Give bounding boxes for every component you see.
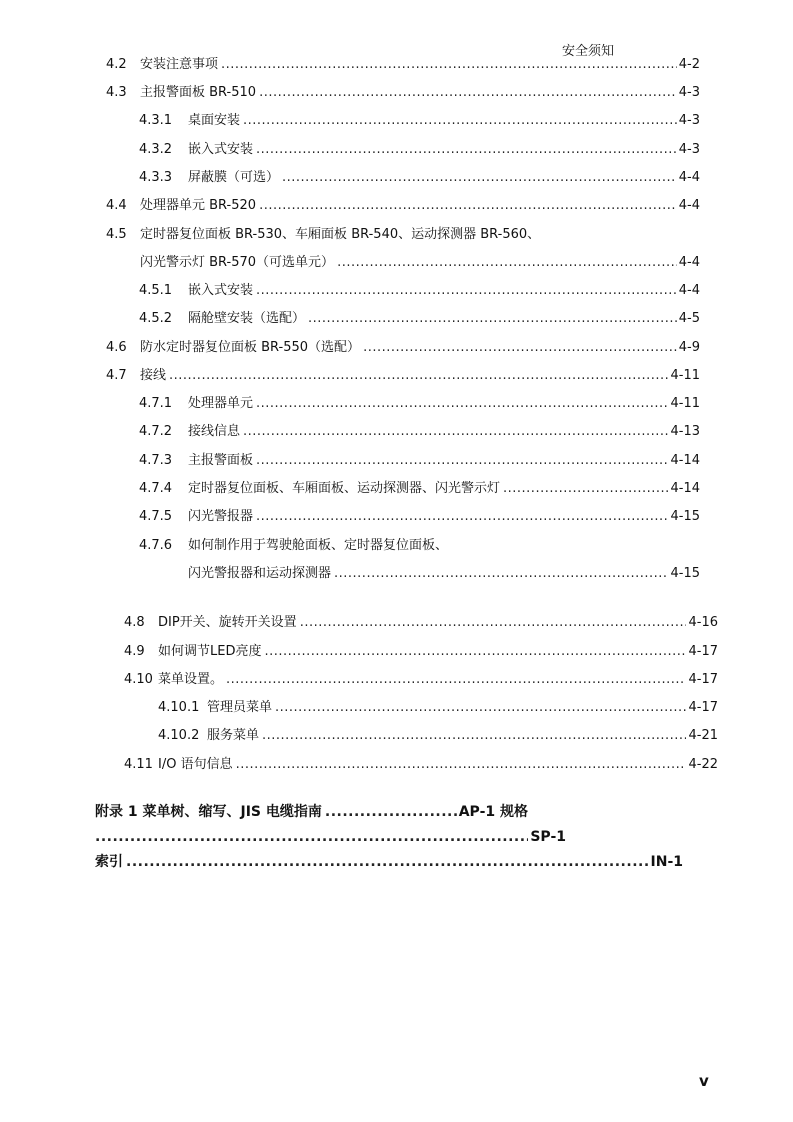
toc-title: 隔舱壁安装（选配） bbox=[188, 311, 306, 326]
toc-entry[interactable] bbox=[124, 614, 718, 632]
toc-page: 4-3 bbox=[678, 85, 700, 100]
toc-entry-continuation[interactable] bbox=[188, 565, 700, 583]
toc-title: 如何制作用于驾驶舱面板、定时器复位面板、 bbox=[188, 538, 449, 553]
toc-entry[interactable] bbox=[139, 452, 700, 470]
toc-leader bbox=[226, 671, 686, 689]
toc-number: 4.8 bbox=[124, 615, 145, 630]
toc-page: AP-1 规格 bbox=[458, 804, 528, 820]
toc-leader bbox=[264, 643, 686, 661]
toc-leader bbox=[256, 141, 677, 159]
toc-entry-continuation[interactable] bbox=[140, 254, 700, 272]
toc-number: 4.2 bbox=[106, 57, 127, 72]
toc-entry[interactable] bbox=[124, 643, 718, 661]
toc-number: 4.3 bbox=[106, 85, 127, 100]
toc-leader bbox=[256, 395, 668, 413]
toc-number: 4.3.3 bbox=[139, 170, 173, 185]
toc-page: 4-17 bbox=[688, 644, 718, 659]
toc-leader bbox=[256, 508, 668, 526]
toc-entry[interactable] bbox=[158, 699, 718, 717]
toc-leader bbox=[259, 84, 677, 102]
toc-number: 4.4 bbox=[106, 198, 127, 213]
toc-number: 4.7.1 bbox=[139, 396, 173, 411]
toc-entry[interactable] bbox=[139, 537, 700, 555]
toc-leader bbox=[169, 367, 668, 385]
toc-page: IN-1 bbox=[650, 854, 683, 870]
toc-entry-appendix-continuation[interactable] bbox=[95, 828, 566, 846]
toc-page: 4-21 bbox=[688, 728, 718, 743]
toc-entry[interactable] bbox=[106, 339, 700, 357]
toc-page: 4-3 bbox=[678, 113, 700, 128]
toc-number: 4.7.6 bbox=[139, 538, 173, 553]
toc-page: 4-9 bbox=[678, 340, 700, 355]
toc-leader bbox=[300, 614, 687, 632]
toc-number: 4.9 bbox=[124, 644, 145, 659]
toc-title: 闪光警示灯 BR-570（可选单元） bbox=[140, 255, 335, 270]
toc-entry[interactable] bbox=[139, 480, 700, 498]
toc-number: 4.7.2 bbox=[139, 424, 173, 439]
toc-title: 如何调节LED亮度 bbox=[158, 644, 262, 659]
toc-page: 4-2 bbox=[678, 57, 700, 72]
toc-title: 嵌入式安装 bbox=[188, 142, 254, 157]
toc-page: 4-16 bbox=[688, 615, 718, 630]
toc-page: 4-17 bbox=[688, 700, 718, 715]
toc-title: DIP开关、旋转开关设置 bbox=[158, 615, 297, 630]
toc-entry[interactable] bbox=[139, 310, 700, 328]
toc-entry[interactable] bbox=[106, 367, 700, 385]
toc-title: 处理器单元 BR-520 bbox=[140, 198, 257, 213]
toc-leader bbox=[503, 480, 668, 498]
toc-number: 4.10 bbox=[124, 672, 153, 687]
toc-entry[interactable] bbox=[158, 727, 718, 745]
toc-title: 安装注意事项 bbox=[140, 57, 219, 72]
toc-title: 主报警面板 BR-510 bbox=[140, 85, 257, 100]
toc-title: 主报警面板 bbox=[188, 453, 254, 468]
toc-title: 处理器单元 bbox=[188, 396, 254, 411]
toc-entry[interactable] bbox=[139, 508, 700, 526]
toc-leader bbox=[126, 853, 649, 871]
toc-page: 4-14 bbox=[670, 481, 700, 496]
toc-leader bbox=[334, 565, 668, 583]
toc-title: 闪光警报器 bbox=[188, 509, 254, 524]
toc-entry[interactable] bbox=[106, 84, 700, 102]
toc-leader bbox=[363, 339, 677, 357]
toc-title: 接线 bbox=[140, 368, 167, 383]
toc-number: 4.7.5 bbox=[139, 509, 173, 524]
toc-title: 菜单设置。 bbox=[158, 672, 224, 687]
toc-title: 桌面安装 bbox=[188, 113, 241, 128]
toc-page: 4-11 bbox=[670, 396, 700, 411]
toc-number: 4.10.2 bbox=[158, 728, 200, 743]
toc-number: 4.3.2 bbox=[139, 142, 173, 157]
toc-entry[interactable] bbox=[139, 423, 700, 441]
toc-leader bbox=[236, 756, 687, 774]
toc-page: 4-4 bbox=[678, 170, 700, 185]
toc-title: 定时器复位面板、车厢面板、运动探测器、闪光警示灯 bbox=[188, 481, 501, 496]
toc-number: 4.7 bbox=[106, 368, 127, 383]
toc-leader bbox=[256, 282, 677, 300]
toc-number: 4.5.1 bbox=[139, 283, 173, 298]
toc-entry[interactable] bbox=[139, 141, 700, 159]
toc-page: 4-14 bbox=[670, 453, 700, 468]
toc-leader bbox=[256, 452, 668, 470]
toc-leader bbox=[282, 169, 677, 187]
toc-page: 4-15 bbox=[670, 566, 700, 581]
toc-leader bbox=[275, 699, 686, 717]
toc-number: 4.6 bbox=[106, 340, 127, 355]
toc-entry[interactable] bbox=[106, 197, 700, 215]
toc-number: 4.11 bbox=[124, 757, 153, 772]
toc-number: 4.5 bbox=[106, 227, 127, 242]
toc-title: 管理员菜单 bbox=[207, 700, 273, 715]
toc-page: 4-4 bbox=[678, 255, 700, 270]
toc-leader bbox=[95, 828, 528, 846]
toc-leader bbox=[243, 112, 677, 130]
toc-title: 防水定时器复位面板 BR-550（选配） bbox=[140, 340, 361, 355]
toc-title: 嵌入式安装 bbox=[188, 283, 254, 298]
toc-page: 4-13 bbox=[670, 424, 700, 439]
toc-page: 4-15 bbox=[670, 509, 700, 524]
toc-leader bbox=[325, 803, 457, 821]
toc-page: 4-17 bbox=[688, 672, 718, 687]
toc-page: 4-4 bbox=[678, 198, 700, 213]
toc-entry[interactable] bbox=[139, 169, 700, 187]
toc-number: 4.10.1 bbox=[158, 700, 200, 715]
toc-title: 闪光警报器和运动探测器 bbox=[188, 566, 332, 581]
toc-title: 接线信息 bbox=[188, 424, 241, 439]
toc-entry[interactable] bbox=[139, 282, 700, 300]
page-number: v bbox=[699, 1072, 709, 1090]
toc-entry[interactable] bbox=[124, 756, 718, 774]
toc-entry[interactable] bbox=[106, 226, 700, 244]
toc-leader bbox=[221, 56, 677, 74]
toc-number: 4.7.4 bbox=[139, 481, 173, 496]
toc-leader bbox=[243, 423, 668, 441]
toc-title: 服务菜单 bbox=[207, 728, 260, 743]
toc-title: 定时器复位面板 BR-530、车厢面板 BR-540、运动探测器 BR-560、 bbox=[140, 227, 541, 242]
toc-leader bbox=[308, 310, 677, 328]
toc-leader bbox=[259, 197, 677, 215]
toc-entry-index[interactable] bbox=[95, 853, 683, 871]
toc-page: 4-5 bbox=[678, 311, 700, 326]
toc-page: SP-1 bbox=[530, 829, 566, 845]
toc-page: 4-3 bbox=[678, 142, 700, 157]
toc-entry-appendix[interactable] bbox=[95, 803, 528, 821]
toc-entry[interactable] bbox=[106, 56, 700, 74]
running-header: 安全须知 bbox=[562, 44, 615, 59]
toc-leader bbox=[262, 727, 686, 745]
toc-title: 屏蔽膜（可选） bbox=[188, 170, 280, 185]
toc-entry[interactable] bbox=[139, 112, 700, 130]
toc-title: I/O 语句信息 bbox=[158, 757, 233, 772]
toc-entry[interactable] bbox=[124, 671, 718, 689]
toc-page: 4-4 bbox=[678, 283, 700, 298]
toc-leader bbox=[337, 254, 677, 272]
toc-number: 4.3.1 bbox=[139, 113, 173, 128]
toc-number: 4.5.2 bbox=[139, 311, 173, 326]
toc-page: 4-22 bbox=[688, 757, 718, 772]
toc-title: 附录 1 菜单树、缩写、JIS 电缆指南 bbox=[95, 804, 322, 820]
toc-number: 4.7.3 bbox=[139, 453, 173, 468]
toc-entry[interactable] bbox=[139, 395, 700, 413]
toc-title: 索引 bbox=[95, 854, 123, 870]
toc-page: 4-11 bbox=[670, 368, 700, 383]
